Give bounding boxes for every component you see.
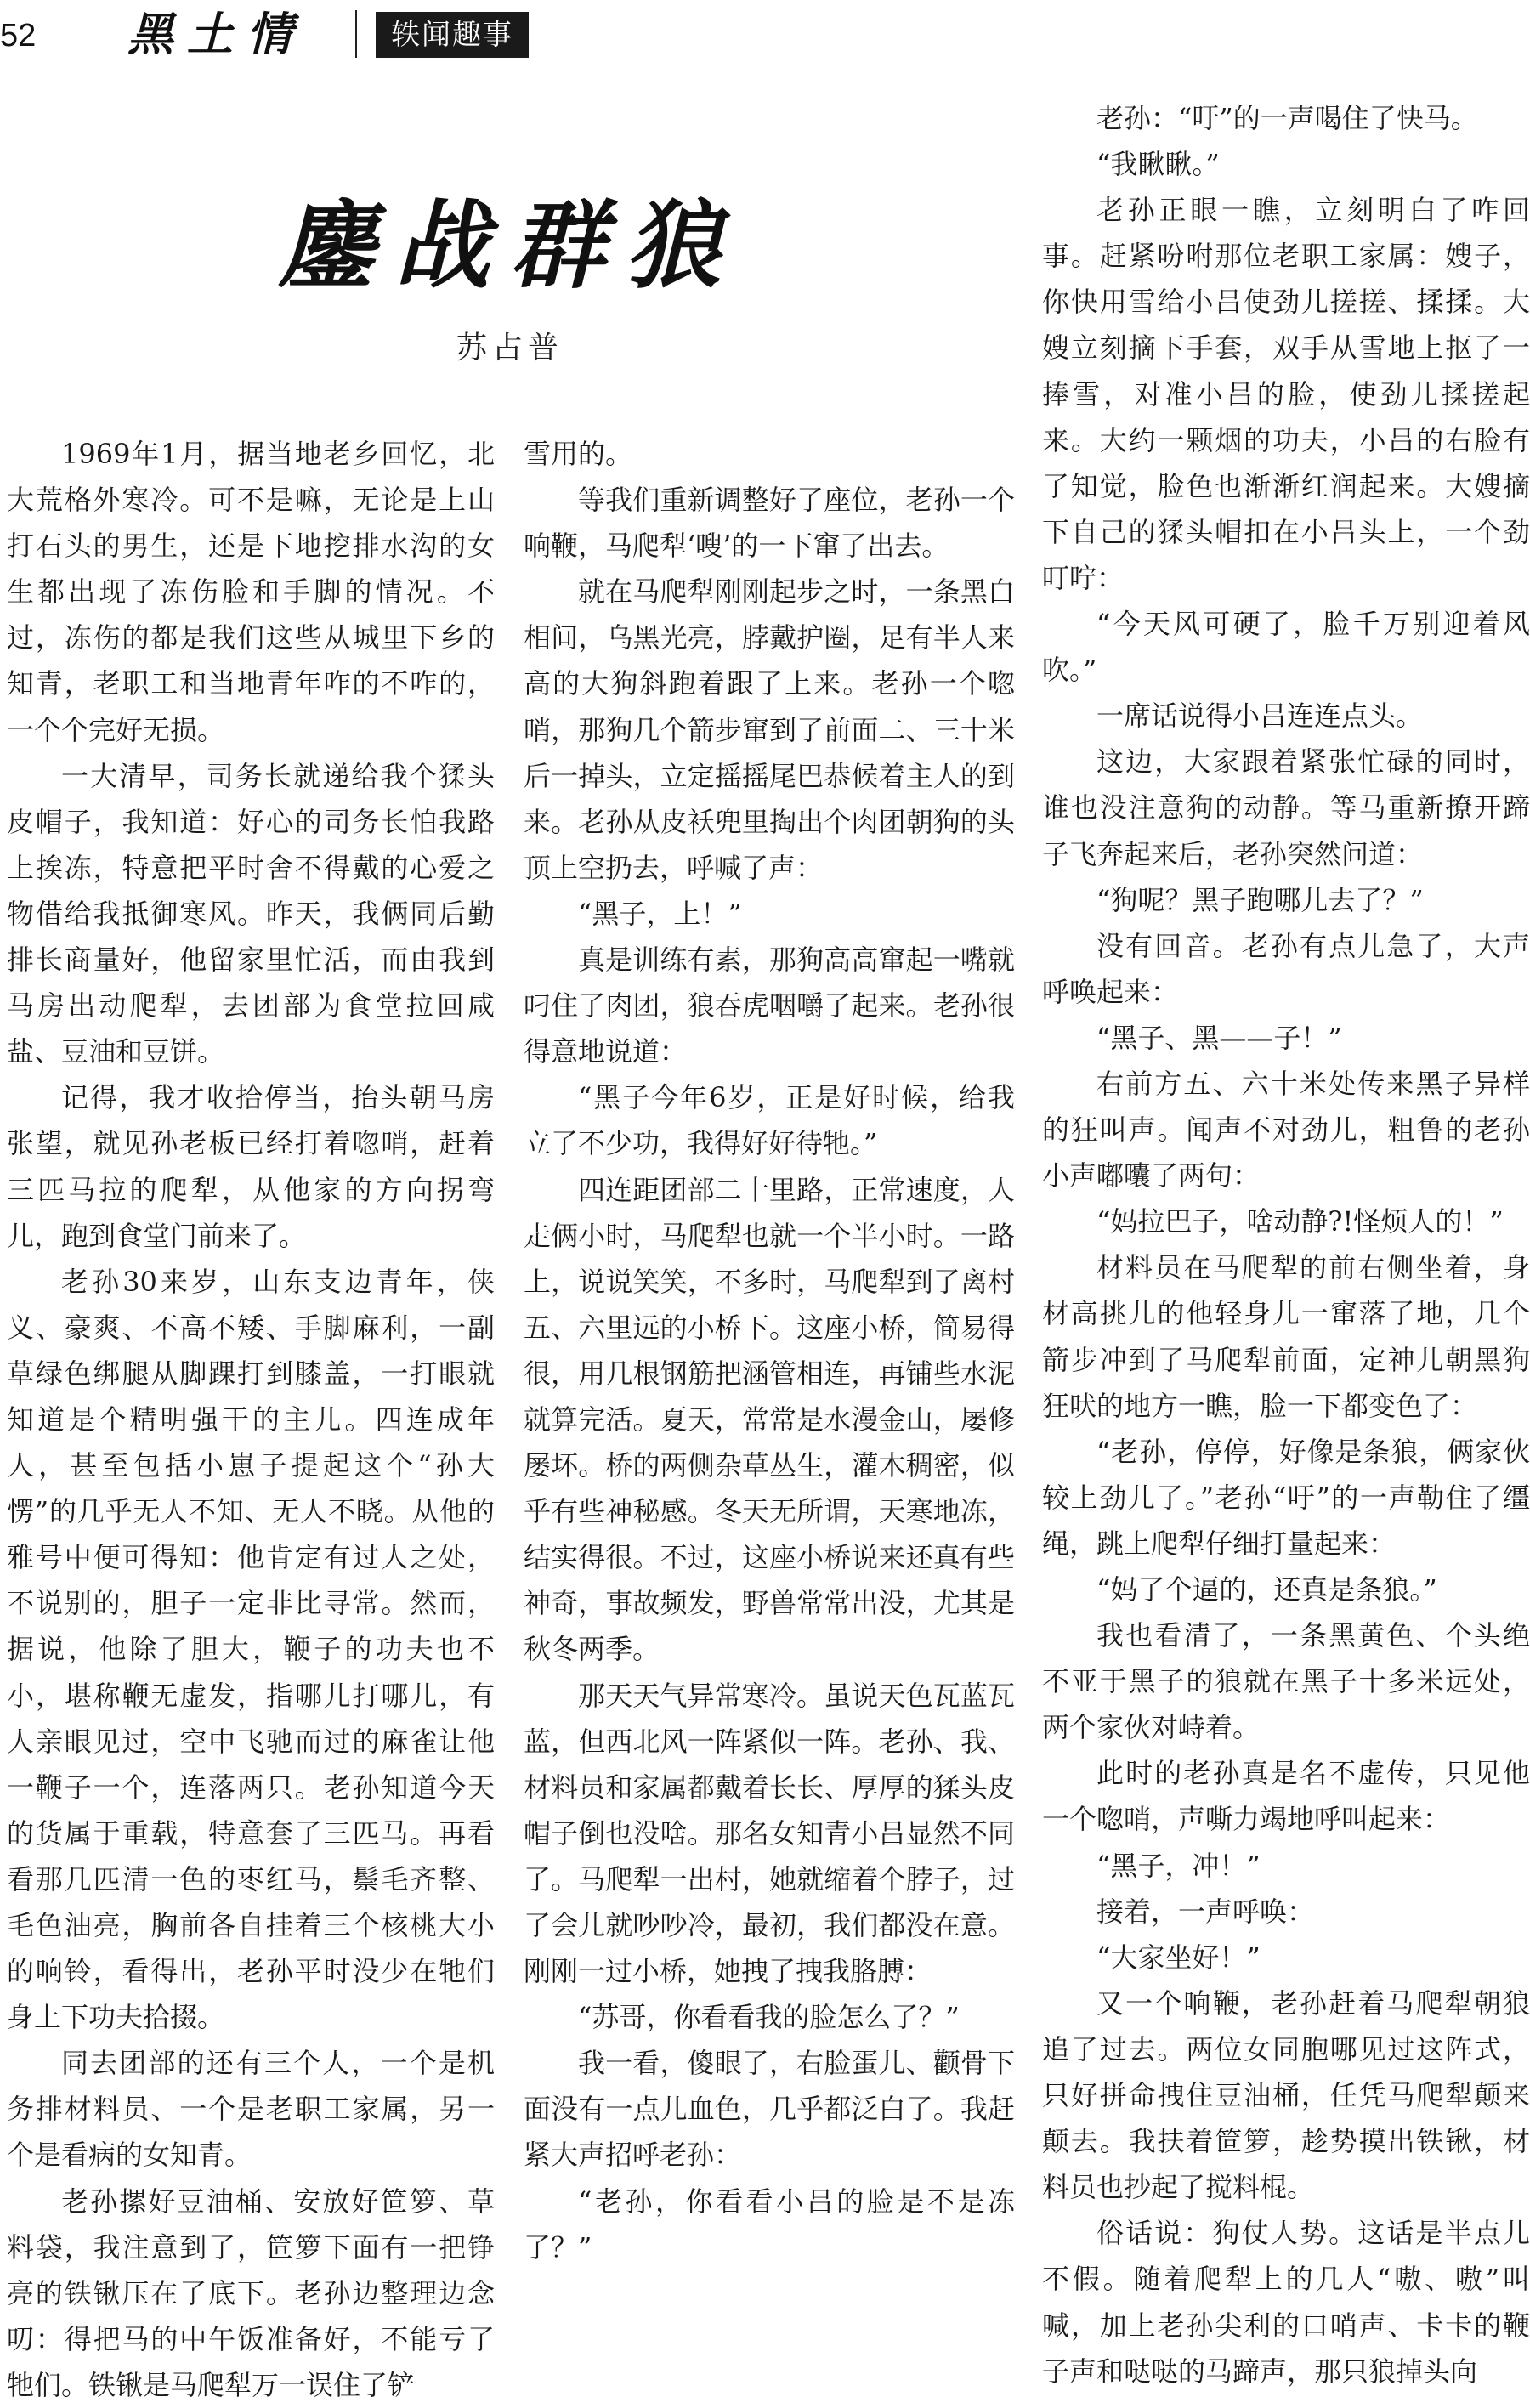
- section-label: 轶闻趣事: [376, 12, 529, 58]
- paragraph: 接着，一声呼唤：: [1096, 1895, 1315, 1928]
- header-divider: [355, 10, 357, 58]
- paragraph: 雪用的。: [524, 438, 633, 470]
- paragraph: 此时的老孙真是名不虚传，只见他一个唿哨，声嘶力竭地呼叫起来：: [1042, 1757, 1530, 1836]
- paragraph: “妈了个逼的，还真是条狼。”: [1096, 1573, 1437, 1606]
- paragraph: 一大清早，司务长就递给我个猱头皮帽子，我知道：好心的司务长怕我路上挨冻，特意把平时舍不得戴的心爱之物借给我抵御寒风。昨天，我俩同后勤排长商量好，他留家里忙活，而由我到马房出动爬犁，去团部为食堂拉回咸盐、豆油和豆饼。: [7, 759, 495, 1068]
- paragraph: “大家坐好！”: [1096, 1941, 1261, 1974]
- paragraph: 那天天气异常寒冷。虽说天色瓦蓝瓦蓝，但西北风一阵紧似一阵。老孙、我、材料员和家属都戴着长长、厚厚的猱头皮帽子倒也没啥。那名女知青小吕显然不同了。马爬犁一出村，她就缩着个脖子，过了会儿就吵吵冷，最初，我们都没在意。刚刚一过小桥，她拽了拽我胳膊：: [524, 1679, 1015, 1988]
- paragraph: 一席话说得小吕连连点头。: [1096, 700, 1424, 733]
- paragraph: “妈拉巴子，啥动静?!怪烦人的！”: [1096, 1205, 1504, 1238]
- paragraph: 真是训练有素，那狗高高窜起一嘴就叼住了肉团，狼吞虎咽嚼了起来。老孙很得意地说道：: [524, 943, 1015, 1068]
- paragraph: “苏哥，你看看我的脸怎么了？”: [578, 2001, 960, 2034]
- text-column-3: [1042, 95, 1530, 2388]
- paragraph: 我也看清了，一条黑黄色、个头绝不亚于黑子的狼就在黑子十多米远处，两个家伙对峙着。: [1042, 1619, 1530, 1744]
- paragraph: 1969年1月，据当地老乡回忆，北大荒格外寒冷。可不是嘛，无论是上山打石头的男生，还是下地挖排水沟的女生都出现了冻伤脸和手脚的情况。不过，冻伤的都是我们这些从城里下乡的知青，老职工和当地青年咋的不咋的，一个个完好无损。: [7, 438, 495, 746]
- magazine-logo: 黑土情: [128, 7, 306, 61]
- article-author: 苏占普: [456, 331, 564, 365]
- paragraph: 四连距团部二十里路，正常速度，人走俩小时，马爬犁也就一个半小时。一路上，说说笑笑，不多时，马爬犁到了离村五、六里远的小桥下。这座小桥，简易得很，用几根钢筋把涵管相连，再铺些水泥就算完活。夏天，常常是水漫金山，屡修屡坏。桥的两侧杂草丛生，灌木稠密，似乎有些神秘感。冬天无所谓，天寒地冻，结实得很。不过，这座小桥说来还真有些神奇，事故频发，野兽常常出没，尤其是秋冬两季。: [524, 1173, 1015, 1666]
- paragraph: 我一看，傻眼了，右脸蛋儿、颧骨下面没有一点儿血色，几乎都泛白了。我赶紧大声招呼老孙：: [524, 2047, 1015, 2172]
- paragraph: 俗话说：狗仗人势。这话是半点儿不假。随着爬犁上的几人“嗷、嗷”叫喊，加上老孙尖利的口哨声、卡卡的鞭子声和哒哒的马蹄声，那只狼掉头向: [1042, 2217, 1530, 2388]
- paragraph: 老孙：“吁”的一声喝住了快马。: [1096, 102, 1478, 134]
- paragraph: “狗呢？黑子跑哪儿去了？”: [1096, 883, 1424, 916]
- paragraph: “我瞅瞅。”: [1096, 148, 1220, 181]
- paragraph: 等我们重新调整好了座位，老孙一个响鞭，马爬犁‘嗖’的一下窜了出去。: [524, 484, 1015, 563]
- paragraph: “今天风可硬了，脸千万别迎着风吹。”: [1042, 608, 1530, 687]
- text-column-2: [524, 431, 1015, 2264]
- paragraph: “黑子、黑——子！”: [1096, 1021, 1342, 1054]
- paragraph: “老孙，停停，好像是条狼，俩家伙较上劲儿了。”老孙“吁”的一声勒住了缰绳，跳上爬犁仔细打量起来：: [1042, 1435, 1530, 1560]
- text-column-1: [7, 431, 495, 2401]
- paragraph: “黑子，上！”: [578, 897, 742, 930]
- paragraph: “老孙，你看看小吕的脸是不是冻了？”: [524, 2184, 1015, 2264]
- paragraph: 这边，大家跟着紧张忙碌的同时，谁也没注意狗的动静。等马重新撩开蹄子飞奔起来后，老孙突然问道：: [1042, 745, 1530, 870]
- page-number: 52: [0, 18, 37, 54]
- paragraph: 老孙摞好豆油桶、安放好笸箩、草料袋，我注意到了，笸箩下面有一把铮亮的铁锹压在了底下。老孙边整理边念叨：得把马的中午饭准备好，不能亏了牠们。铁锹是马爬犁万一误住了铲: [7, 2184, 495, 2401]
- paragraph: 右前方五、六十米处传来黑子异样的狂叫声。闻声不对劲儿，粗鲁的老孙小声嘟囔了两句：: [1042, 1067, 1530, 1193]
- paragraph: “黑子，冲！”: [1096, 1849, 1261, 1882]
- paragraph: 就在马爬犁刚刚起步之时，一条黑白相间，乌黑光亮，脖戴护圈，足有半人来高的大狗斜跑着跟了上来。老孙一个唿哨，那狗几个箭步窜到了前面二、三十米后一掉头，立定摇摇尾巴恭候着主人的到来。老孙从皮袄兜里掏出个肉团朝狗的头顶上空扔去，呼喊了声：: [524, 575, 1015, 884]
- paragraph: “黑子今年6岁，正是好时候，给我立了不少功，我得好好待牠。”: [524, 1081, 1015, 1160]
- paragraph: 材料员在马爬犁的前右侧坐着，身材高挑儿的他轻身儿一窜落了地，几个箭步冲到了马爬犁前面，定神儿朝黑狗狂吠的地方一瞧，脸一下都变色了：: [1042, 1251, 1530, 1422]
- paragraph: 没有回音。老孙有点儿急了，大声呼唤起来：: [1042, 929, 1530, 1008]
- paragraph: 又一个响鞭，老孙赶着马爬犁朝狼追了过去。两位女同胞哪见过这阵式，只好拼命拽住豆油桶，任凭马爬犁颠来颠去。我扶着笸箩，趁势摸出铁锹，材料员也抄起了搅料棍。: [1042, 1986, 1530, 2204]
- paragraph: 老孙30来岁，山东支边青年，侠义、豪爽、不高不矮、手脚麻利，一副草绿色绑腿从脚踝打到膝盖，一打眼就知道是个精明强干的主儿。四连成年人，甚至包括小崽子提起这个“孙大愣”的几乎无人不知、无人不晓。从他的雅号中便可得知：他肯定有过人之处，不说别的，胆子一定非比寻常。然而，据说，他除了胆大，鞭子的功夫也不小，堪称鞭无虚发，指哪儿打哪儿，有人亲眼见过，空中飞驰而过的麻雀让他一鞭子一个，连落两只。老孙知道今天的货属于重载，特意套了三匹马。再看看那几匹清一色的枣红马，鬃毛齐整、毛色油亮，胸前各自挂着三个核桃大小的响铃，看得出，老孙平时没少在牠们身上下功夫拾掇。: [7, 1265, 495, 2034]
- paragraph: 记得，我才收拾停当，抬头朝马房张望，就见孙老板已经打着唿哨，赶着三匹马拉的爬犁，从他家的方向拐弯儿，跑到食堂门前来了。: [7, 1081, 495, 1252]
- paragraph: 老孙正眼一瞧，立刻明白了咋回事。赶紧吩咐那位老职工家属：嫂子，你快用雪给小吕使劲儿搓搓、揉揉。大嫂立刻摘下手套，双手从雪地上抠了一捧雪，对准小吕的脸，使劲儿揉搓起来。大约一颗烟的功夫，小吕的右脸有了知觉，脸色也渐渐红润起来。大嫂摘下自己的猱头帽扣在小吕头上，一个劲叮咛：: [1042, 194, 1530, 594]
- article-title: 鏖战群狼: [279, 190, 741, 302]
- paragraph: 同去团部的还有三个人，一个是机务排材料员、一个是老职工家属，另一个是看病的女知青。: [7, 2047, 495, 2172]
